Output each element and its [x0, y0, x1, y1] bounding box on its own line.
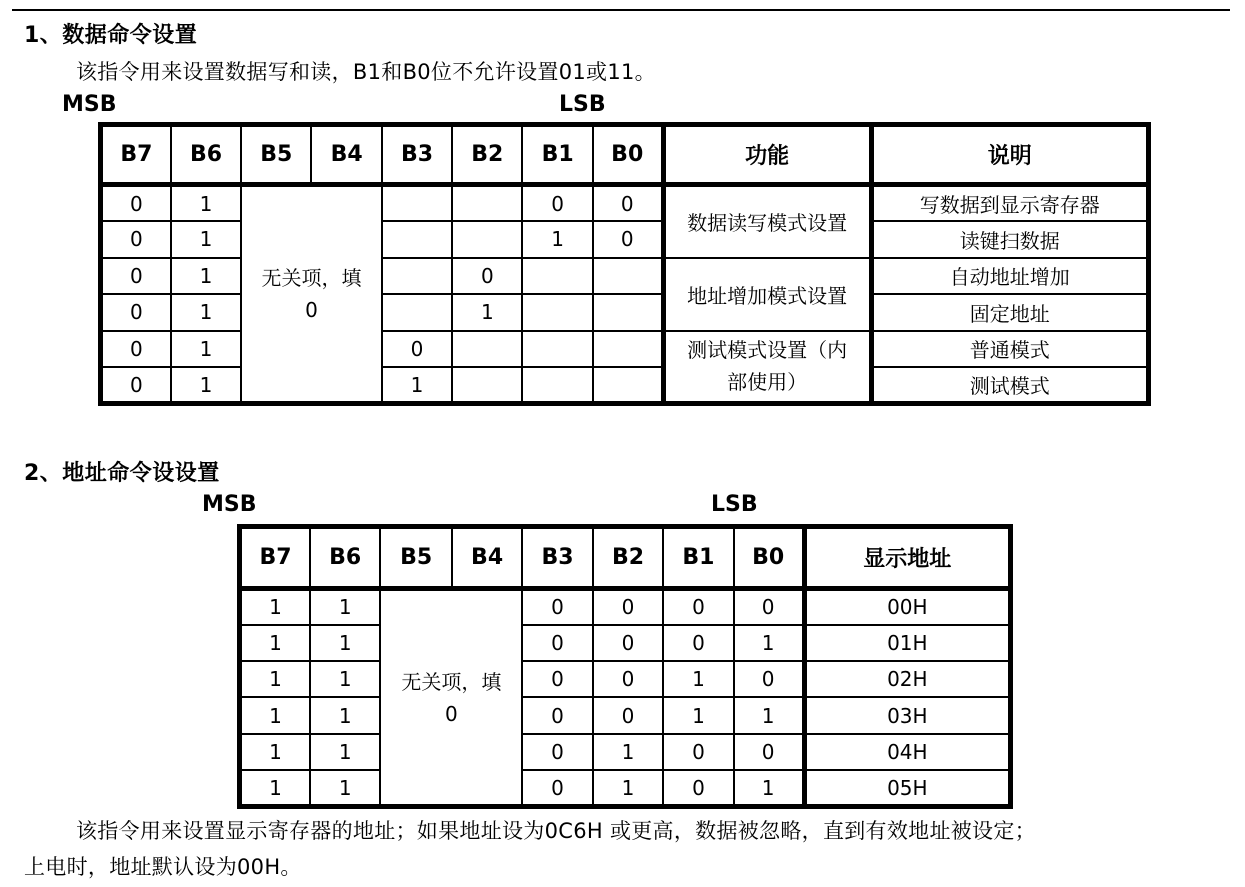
cell-b2: 0 [593, 589, 663, 625]
cell-b6: 1 [310, 661, 380, 697]
cell-b2 [452, 331, 522, 368]
table-row [240, 734, 1011, 770]
description-cell: 固定地址 [871, 294, 1148, 331]
function-cell: 地址增加模式设置 [663, 258, 871, 331]
address-command-table [237, 524, 1013, 809]
function-line1: 测试模式设置（内 [687, 338, 848, 363]
cell-b7: 1 [240, 589, 310, 625]
cell-b6: 1 [310, 589, 380, 625]
cell-b3 [382, 258, 452, 295]
cell-b7: 0 [101, 185, 171, 222]
cell-b3 [382, 185, 452, 222]
cell-b2 [452, 221, 522, 258]
address-cell: 02H [804, 661, 1010, 697]
address-cell: 03H [804, 697, 1010, 733]
section2-note-line1: 该指令用来设置显示寄存器的地址；如果地址设为0C6H 或更高，数据被忽略，直到有效地址被设定； [76, 819, 1036, 843]
function-line2: 部使用） [727, 370, 808, 395]
header-function: 功能 [663, 125, 871, 185]
cell-b0: 1 [734, 770, 804, 806]
cell-b1: 1 [522, 221, 592, 258]
table-row [240, 770, 1011, 806]
cell-b6: 1 [310, 734, 380, 770]
cell-b3: 0 [522, 697, 592, 733]
header-b3: B3 [382, 125, 452, 185]
cell-b2: 0 [593, 697, 663, 733]
address-cell: 05H [804, 770, 1010, 806]
cell-b2: 1 [593, 734, 663, 770]
cell-b2: 0 [593, 625, 663, 661]
table-row [240, 697, 1011, 733]
page-top-rule [12, 9, 1230, 11]
cell-b0 [593, 258, 663, 295]
cell-b1: 1 [663, 697, 733, 733]
cell-b2: 0 [593, 661, 663, 697]
cell-b0: 0 [734, 661, 804, 697]
cell-b2: 1 [452, 294, 522, 331]
cell-b0: 1 [734, 697, 804, 733]
cell-b0 [593, 331, 663, 368]
cell-b6: 1 [171, 185, 241, 222]
cell-b1: 0 [663, 589, 733, 625]
cell-b1: 0 [663, 734, 733, 770]
table-row [240, 661, 1011, 697]
cell-b6: 1 [171, 258, 241, 295]
cell-b6: 1 [171, 331, 241, 368]
header-b2: B2 [452, 125, 522, 185]
cell-b7: 1 [240, 625, 310, 661]
section1-description: 该指令用来设置数据写和读，B1和B0位不允许设置01或11。 [76, 60, 656, 84]
cell-b3: 0 [522, 589, 592, 625]
cell-b3: 0 [382, 331, 452, 368]
description-cell: 写数据到显示寄存器 [871, 185, 1148, 222]
dont-care-line2: 0 [444, 701, 458, 726]
section1-heading: 1、数据命令设置 [24, 23, 198, 48]
table-row [101, 185, 1149, 222]
section1-lsb-label: LSB [559, 92, 606, 117]
description-cell: 自动地址增加 [871, 258, 1148, 295]
cell-b1 [522, 294, 592, 331]
cell-b2 [452, 185, 522, 222]
data-command-table [98, 122, 1151, 406]
header-b3: B3 [522, 527, 592, 589]
cell-b3: 0 [522, 661, 592, 697]
dont-care-cell [380, 589, 522, 807]
section1-msb-label: MSB [62, 92, 117, 117]
cell-b1 [522, 331, 592, 368]
cell-b1 [522, 367, 592, 404]
header-b1: B1 [522, 125, 592, 185]
cell-b7: 0 [101, 294, 171, 331]
cell-b2 [452, 367, 522, 404]
cell-b6: 1 [171, 367, 241, 404]
dont-care-line2: 0 [305, 298, 318, 322]
header-b2: B2 [593, 527, 663, 589]
dont-care-line1: 无关项，填 [261, 266, 362, 290]
address-cell: 01H [804, 625, 1010, 661]
header-b6: B6 [310, 527, 380, 589]
dont-care-line1: 无关项，填 [401, 669, 502, 694]
header-b0: B0 [593, 125, 663, 185]
cell-b0 [593, 294, 663, 331]
cell-b1: 1 [663, 661, 733, 697]
header-b1: B1 [663, 527, 733, 589]
header-b5: B5 [241, 125, 311, 185]
header-display-address: 显示地址 [804, 527, 1010, 589]
cell-b7: 0 [101, 367, 171, 404]
description-cell: 读键扫数据 [871, 221, 1148, 258]
table-row [240, 625, 1011, 661]
cell-b7: 0 [101, 331, 171, 368]
cell-b6: 1 [171, 221, 241, 258]
cell-b7: 1 [240, 770, 310, 806]
address-cell: 04H [804, 734, 1010, 770]
header-b4: B4 [311, 125, 381, 185]
section2-msb-label: MSB [202, 492, 257, 517]
cell-b3 [382, 221, 452, 258]
cell-b6: 1 [171, 294, 241, 331]
description-cell: 普通模式 [871, 331, 1148, 368]
cell-b0: 0 [593, 221, 663, 258]
cell-b0: 0 [734, 589, 804, 625]
section2-heading: 2、地址命令设设置 [24, 461, 220, 486]
cell-b6: 1 [310, 625, 380, 661]
header-b7: B7 [240, 527, 310, 589]
table-row [240, 589, 1011, 625]
cell-b3: 1 [382, 367, 452, 404]
cell-b0 [593, 367, 663, 404]
section2-lsb-label: LSB [711, 492, 758, 517]
cell-b3: 0 [522, 625, 592, 661]
cell-b7: 1 [240, 734, 310, 770]
header-b4: B4 [452, 527, 522, 589]
cell-b0: 0 [593, 185, 663, 222]
cell-b0: 0 [734, 734, 804, 770]
section2-note-line2: 上电时，地址默认设为00H。 [24, 855, 302, 879]
cell-b7: 0 [101, 221, 171, 258]
cell-b3 [382, 294, 452, 331]
address-cell: 00H [804, 589, 1010, 625]
table-header-row [240, 527, 1011, 589]
header-b0: B0 [734, 527, 804, 589]
description-cell: 测试模式 [871, 367, 1148, 404]
cell-b6: 1 [310, 770, 380, 806]
function-cell [663, 331, 871, 404]
header-b7: B7 [101, 125, 171, 185]
table-header-row [101, 125, 1149, 185]
cell-b6: 1 [310, 697, 380, 733]
header-b6: B6 [171, 125, 241, 185]
cell-b0: 1 [734, 625, 804, 661]
cell-b7: 1 [240, 697, 310, 733]
cell-b1: 0 [522, 185, 592, 222]
cell-b3: 0 [522, 770, 592, 806]
header-description: 说明 [871, 125, 1148, 185]
cell-b2: 1 [593, 770, 663, 806]
cell-b7: 1 [240, 661, 310, 697]
cell-b1: 0 [663, 625, 733, 661]
function-cell: 数据读写模式设置 [663, 185, 871, 258]
cell-b2: 0 [452, 258, 522, 295]
cell-b1: 0 [663, 770, 733, 806]
dont-care-cell [241, 185, 382, 404]
header-b5: B5 [380, 527, 451, 589]
cell-b7: 0 [101, 258, 171, 295]
cell-b1 [522, 258, 592, 295]
cell-b3: 0 [522, 734, 592, 770]
